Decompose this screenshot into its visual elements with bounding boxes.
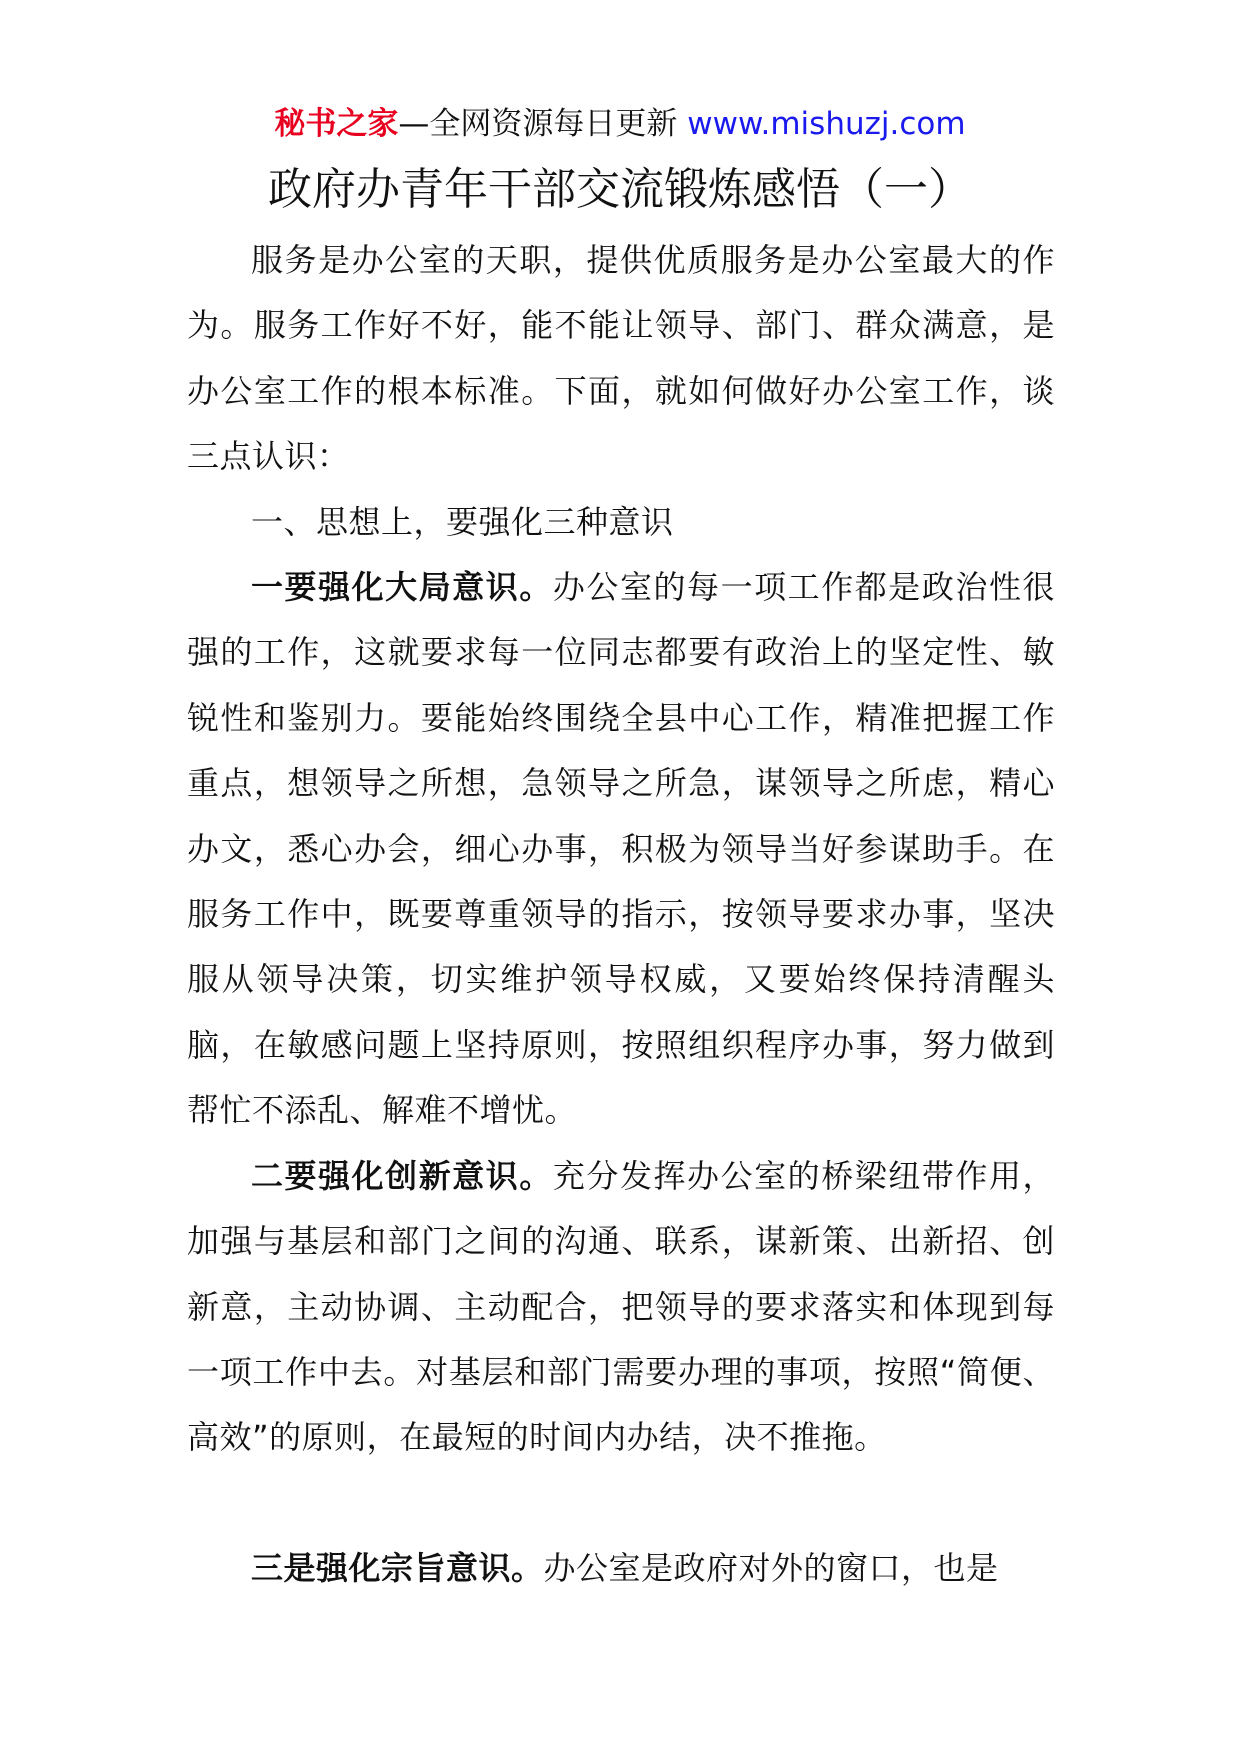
site-header — [0, 102, 1240, 146]
paragraph-overall-awareness — [187, 555, 1055, 1144]
site-url[interactable]: www.mishuzj.com — [687, 106, 966, 142]
paragraph-text: 办公室的每一项工作都是政治性很强的工作，这就要求每一位同志都要有政治上的坚定性、敏锐性和鉴别力。要能始终围绕全县中心工作，精准把握工作重点，想领导之所想，急领导之所急，谋领导之所虑，精心办文，悉心办会，细心办事，积极为领导当好参谋助手。在服务工作中，既要尊重领导的指示，按领导要求办事，坚决服从领导决策，切实维护领导权威，又要始终保持清醒头脑，在敏感问题上坚持原则，按照组织程序办事，努力做到帮忙不添乱、解难不增忧。 — [187, 568, 1055, 1130]
section-heading — [187, 490, 1055, 555]
paragraph-innovation-awareness — [187, 1144, 1055, 1471]
paragraph-text: 一、思想上，要强化三种意识 — [251, 502, 674, 541]
paragraph-lead: 一要强化大局意识。 — [251, 568, 553, 607]
paragraph-lead: 三是强化宗旨意识。 — [251, 1548, 544, 1587]
site-tagline: —全网资源每日更新 — [398, 106, 688, 142]
paragraph-lead: 二要强化创新意识。 — [251, 1156, 553, 1195]
paragraph-text: 服务是办公室的天职，提供优质服务是办公室最大的作为。服务工作好不好，能不能让领导、部门、群众满意，是办公室工作的根本标准。下面，就如何做好办公室工作，谈三点认识： — [187, 241, 1055, 476]
site-brand: 秘书之家 — [274, 106, 399, 142]
document-title: 政府办青年干部交流锻炼感悟（一） — [268, 164, 972, 215]
paragraph-intro — [187, 228, 1055, 490]
paragraph-text: 充分发挥办公室的桥梁纽带作用，加强与基层和部门之间的沟通、联系，谋新策、出新招、创新意，主动协调、主动配合，把领导的要求落实和体现到每一项工作中去。对基层和部门需要办理的事项，按照“简便、高效”的原则，在最短的时间内办结，决不推拖。 — [187, 1156, 1055, 1457]
document-body — [187, 228, 1055, 1601]
paragraph-purpose-awareness — [187, 1536, 1055, 1601]
paragraph-text: 办公室是政府对外的窗口，也是 — [543, 1548, 999, 1587]
